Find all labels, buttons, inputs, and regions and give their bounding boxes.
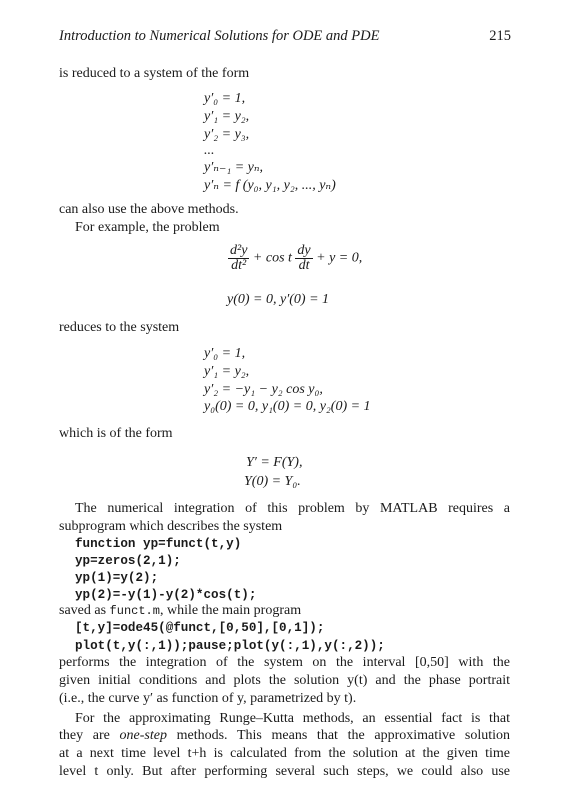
paragraph-3: reduces to the system <box>59 320 180 335</box>
paragraph-7-line-4: level t only. But after performing several such steps, we could also use <box>59 764 510 779</box>
paragraph-6-line-1: performs the integration of the system on the interval [0,50] with the <box>59 655 510 670</box>
running-header <box>59 28 511 48</box>
saved-as-line: saved as funct.m, while the main program <box>59 603 302 618</box>
intro-line: is reduced to a system of the form <box>59 66 250 81</box>
running-title: Introduction to Numerical Solutions for ODE and PDE <box>59 28 380 44</box>
system1-line-3: y′₂ = y₃, <box>204 127 250 142</box>
paragraph-5-line-2: subprogram which describes the system <box>59 519 283 534</box>
paragraph-6-line-2: given initial conditions and plots the solution y(t) and the phase portrait <box>59 673 510 688</box>
second-derivative-fraction: $\frac{\text{d²y}}{\text{dt²}}$ <box>230 243 248 273</box>
system1-dots: ... <box>204 143 215 158</box>
paragraph-6-line-3: (i.e., the curve y′ as function of y, parametrized by t). <box>59 691 357 706</box>
ode-equation: $\frac{\text{d²y}}{\text{dt²}}$ + cos t $\frac{dy}{dt}$ + y = 0, <box>230 243 363 273</box>
emphasis-one-step: one-step <box>119 728 167 743</box>
paragraph-7-line-2: they are one-step methods. This means that the approximative solution <box>59 728 510 743</box>
page-number: 215 <box>489 28 511 44</box>
first-derivative-fraction: $\frac{dy}{dt}$ <box>297 243 311 273</box>
paragraph-7-line-1: For the approximating Runge–Kutta methods, an essential fact is that <box>75 711 510 726</box>
paragraph-4: which is of the form <box>59 426 173 441</box>
code-line-6: plot(t,y(:,1));pause;plot(y(:,1),y(:,2)); <box>75 639 385 653</box>
system1-line-5: y′ₙ = f (y₀, y₁, y₂, ..., yₙ) <box>204 178 336 193</box>
system2-line-3: y′₂ = −y₁ − y₂ cos y₀, <box>204 382 323 397</box>
code-line-5: [t,y]=ode45(@funct,[0,50],[0,1]); <box>75 621 325 635</box>
system1-line-4: y′ₙ₋₁ = yₙ, <box>204 160 264 175</box>
system2-line-2: y′₁ = y₂, <box>204 364 250 379</box>
code-line-2: yp=zeros(2,1); <box>75 554 181 568</box>
paragraph-5-line-1: The numerical integration of this problem by MATLAB requires a <box>75 501 510 516</box>
initial-conditions: y(0) = 0, y′(0) = 1 <box>227 292 330 307</box>
system1-line-1: y′₀ = 1, <box>204 91 246 106</box>
system2-line-4: y₀(0) = 0, y₁(0) = 0, y₂(0) = 1 <box>204 399 371 414</box>
paragraph-1: can also use the above methods. <box>59 202 239 217</box>
system2-line-1: y′₀ = 1, <box>204 346 246 361</box>
code-line-3: yp(1)=y(2); <box>75 571 159 585</box>
code-line-4: yp(2)=-y(1)-y(2)*cos(t); <box>75 588 257 602</box>
code-line-1: function yp=funct(t,y) <box>75 537 242 551</box>
paragraph-7-line-3: at a next time level t+h is calculated from the solution at the given time <box>59 746 510 761</box>
form-line-1: Y′ = F(Y), <box>246 455 303 470</box>
filename: funct.m <box>109 604 160 618</box>
form-line-2: Y(0) = Y₀. <box>244 474 301 489</box>
paragraph-2: For example, the problem <box>75 220 220 235</box>
system1-line-2: y′₁ = y₂, <box>204 109 250 124</box>
